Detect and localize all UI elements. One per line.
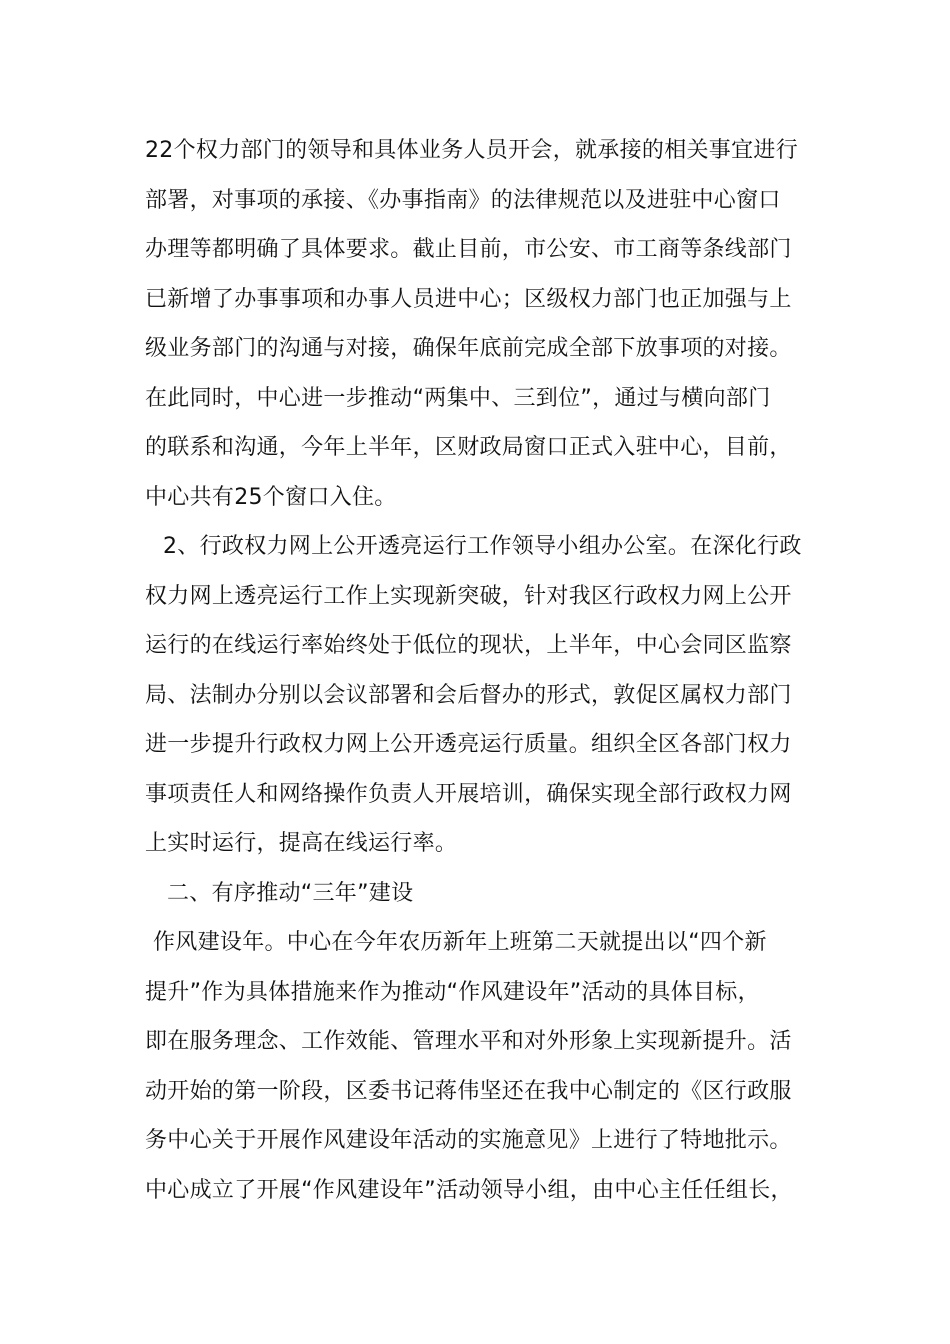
paragraph-line: 已新增了办事事项和办事人员进中心；区级权力部门也正加强与上	[145, 286, 792, 312]
paragraph-line: 中心共有25个窗口入住。	[145, 484, 397, 510]
paragraph-line: 上实时运行，提高在线运行率。	[145, 831, 458, 856]
paragraph-line: 事项责任人和网络操作负责人开展培训，确保实现全部行政权力网	[145, 781, 792, 807]
paragraph-line: 提升”作为具体措施来作为推动“作风建设年”活动的具体目标，	[145, 979, 760, 1005]
paragraph-line: 动开始的第一阶段，区委书记蒋伟坚还在我中心制定的《区行政服	[145, 1078, 792, 1104]
section-heading: 二、有序推动“三年”建设	[167, 880, 414, 906]
paragraph-line: 作风建设年。中心在今年农历新年上班第二天就提出以“四个新	[153, 930, 767, 955]
paragraph-line: 局、法制办分别以会议部署和会后督办的形式，敦促区属权力部门	[145, 682, 792, 708]
paragraph-line: 22个权力部门的领导和具体业务人员开会，就承接的相关事宜进行	[145, 138, 798, 163]
paragraph-line: 权力网上透亮运行工作上实现新突破，针对我区行政权力网上公开	[145, 583, 792, 609]
paragraph-line: 进一步提升行政权力网上公开透亮运行质量。组织全区各部门权力	[145, 732, 792, 757]
paragraph-line: 务中心关于开展作风建设年活动的实施意见》上进行了特地批示。	[145, 1128, 792, 1153]
paragraph-line: 的联系和沟通，今年上半年，区财政局窗口正式入驻中心，目前，	[145, 435, 792, 460]
paragraph-line: 办理等都明确了具体要求。截止目前，市公安、市工商等条线部门	[145, 237, 792, 262]
paragraph-line: 在此同时，中心进一步推动“两集中、三到位”，通过与横向部门	[145, 385, 771, 411]
paragraph-line: 运行的在线运行率始终处于低位的现状，上半年，中心会同区监察	[145, 633, 792, 658]
paragraph-line: 部署，对事项的承接、《办事指南》的法律规范以及进驻中心窗口	[145, 187, 781, 213]
document-body	[145, 126, 835, 1215]
paragraph-line: 即在服务理念、工作效能、管理水平和对外形象上实现新提升。活	[145, 1029, 792, 1054]
paragraph-line: 中心成立了开展“作风建设年”活动领导小组，由中心主任任组长，	[145, 1177, 793, 1203]
paragraph-line: 级业务部门的沟通与对接，确保年底前完成全部下放事项的对接。	[145, 336, 792, 361]
paragraph-line: 2、行政权力网上公开透亮运行工作领导小组办公室。在深化行政	[163, 534, 802, 559]
